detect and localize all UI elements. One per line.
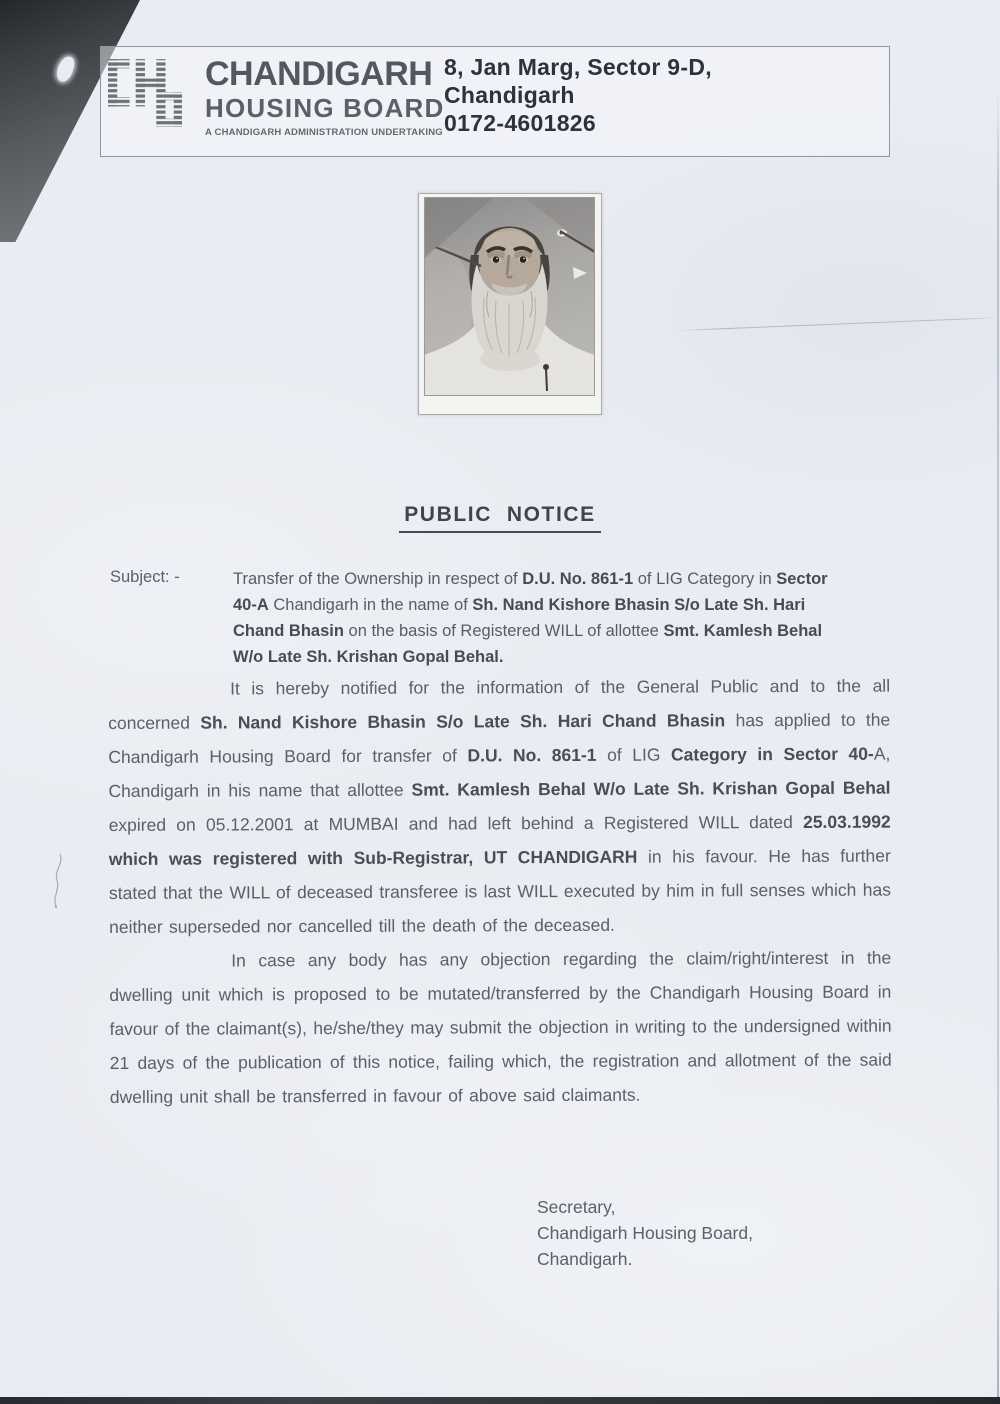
signatory-role: Secretary, bbox=[537, 1197, 616, 1217]
letterhead bbox=[100, 46, 890, 157]
notice-body bbox=[108, 669, 892, 1114]
scan-right-edge bbox=[997, 88, 999, 1397]
subject-label: Subject: - bbox=[110, 568, 180, 586]
logo-letter-h bbox=[136, 59, 166, 127]
letterhead-address bbox=[444, 53, 712, 137]
phone-number: 0172-4601826 bbox=[444, 110, 596, 136]
paragraph-1: It is hereby notified for the information of the General Public and to the all concerned Sh. Nand Kishore Bhasin S/o Late Sh. Hari Chand Bhasin has applied to the Chandigarh Housing Board for transfer of D.U. No. 861-1 of LIG Category in Sector 40-A, Chandigarh in his name that allottee Smt. Kamlesh Behal W/o Late Sh. Krishan Gopal Behal expired on 05.12.2001 at MUMBAI and had left behind a Registered WILL dated 25.03.1992 which was registered with Sub-Registrar, UT CHANDIGARH in his favour. He has further stated that the WILL of deceased transferee is last WILL executed by him in full senses which has neither superseded nor cancelled till the death of the deceased. bbox=[108, 675, 892, 937]
subject-text: Transfer of the Ownership in respect of D.U. No. 861-1 of LIG Category in Sector 40-A Chandigarh in the name of Sh. Nand Kishore Bhasin S/o Late Sh. Hari Chand Bhasin on the basis of Registered WILL of allottee Smt. Kamlesh Behal W/o Late Sh. Krishan Gopal Behal. bbox=[233, 570, 828, 666]
scan-crease-line bbox=[678, 317, 1000, 331]
org-name-line2: HOUSING BOARD bbox=[205, 93, 445, 123]
paragraph-2: In case any body has any objection regarding the claim/right/interest in the dwelling unit which is proposed to be mutated/transferred by the Chandigarh Housing Board in favour of the claimant(s), he/she/they may submit the objection in writing to the undersigned within 21 days of the publication of this notice, failing which, the registration and allotment of the said dwelling unit shall be transferred in favour of above said claimants. bbox=[109, 947, 892, 1107]
applicant-photograph bbox=[418, 193, 602, 415]
subject-block bbox=[110, 566, 900, 670]
page-title bbox=[0, 503, 1000, 533]
logo-letter-c bbox=[108, 59, 130, 106]
org-tagline: A CHANDIGARH ADMINISTRATION UNDERTAKING bbox=[205, 127, 443, 138]
org-name-line1: CHANDIGARH bbox=[205, 55, 433, 93]
address-line-1: 8, Jan Marg, Sector 9-D, bbox=[444, 54, 712, 80]
scan-bottom-edge bbox=[0, 1397, 1000, 1404]
notice-title-text: PUBLIC NOTICE bbox=[399, 503, 601, 533]
org-identity bbox=[205, 57, 445, 138]
chb-logo bbox=[108, 57, 184, 127]
signature-block bbox=[537, 1194, 753, 1272]
signatory-place: Chandigarh. bbox=[537, 1249, 633, 1269]
pen-squiggle-artifact bbox=[44, 850, 74, 912]
logo-letter-b bbox=[166, 92, 182, 127]
address-line-2: Chandigarh bbox=[444, 82, 575, 108]
signatory-org: Chandigarh Housing Board, bbox=[537, 1223, 753, 1243]
portrait-illustration bbox=[424, 197, 595, 396]
